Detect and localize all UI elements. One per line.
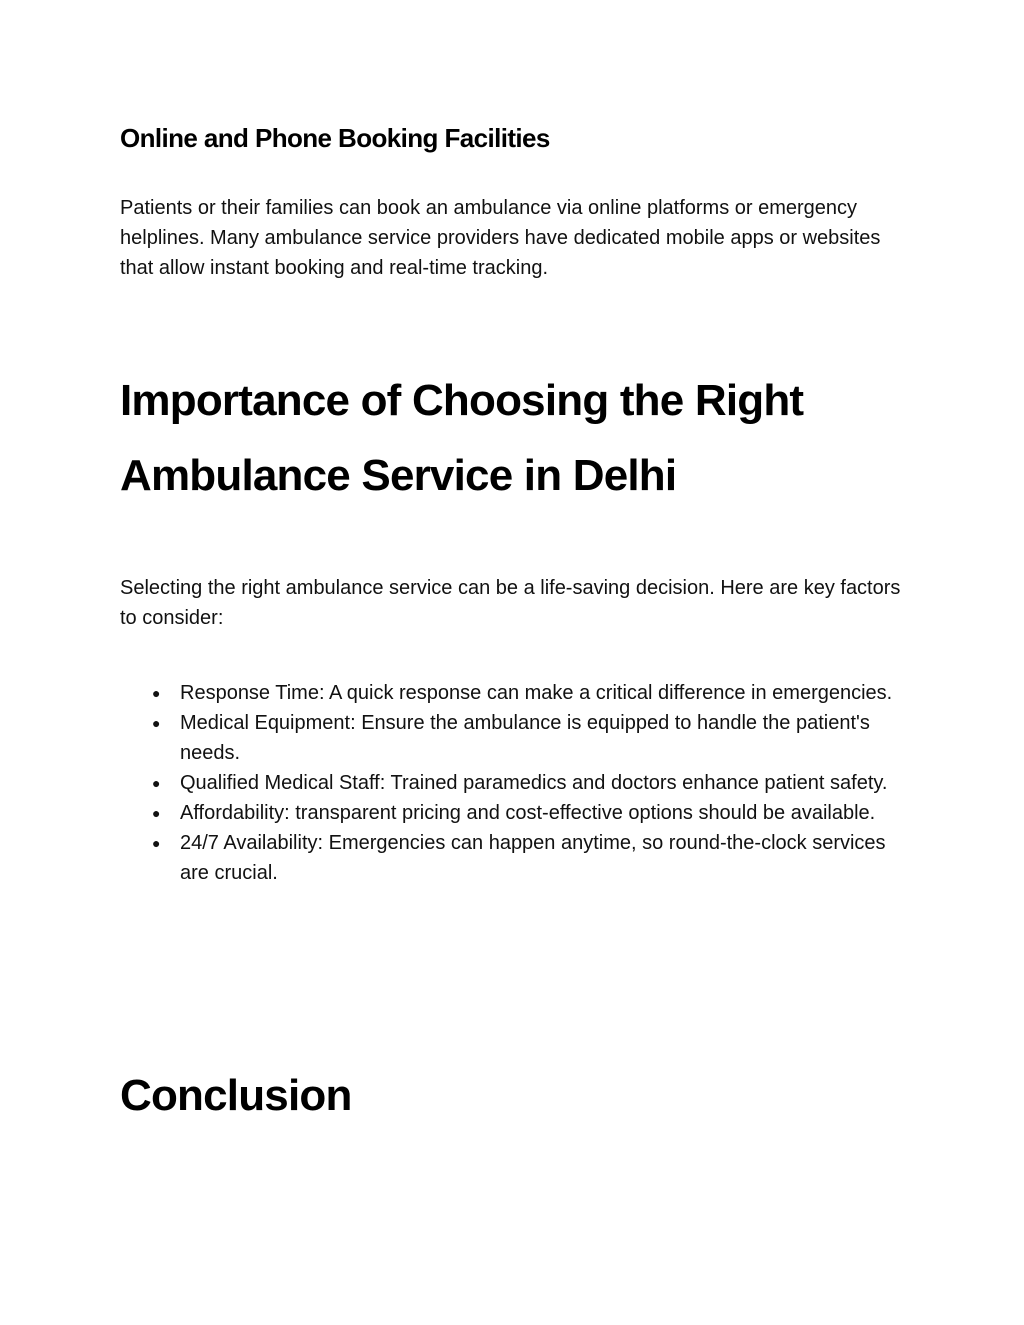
importance-heading [120,363,803,513]
importance-intro: Selecting the right ambulance service can be a life-saving decision. Here are key factors to consider: [120,577,901,629]
conclusion-heading: Conclusion [120,1071,352,1120]
list-item-text: Affordability: transparent pricing and cost-effective options should be available. [180,802,876,824]
list-item [150,798,910,828]
list-item-text: Qualified Medical Staff: Trained paramedics and doctors enhance patient safety. [180,772,888,794]
factors-list [150,678,910,888]
bullet-icon: ● [152,685,161,701]
bullet-icon: ● [152,805,161,821]
bullet-icon: ● [152,775,161,791]
list-item [150,678,910,708]
bullet-icon: ● [152,835,161,851]
importance-heading-line1: Importance of Choosing the Right [120,376,804,425]
list-item-text: Medical Equipment: Ensure the ambulance is equipped to handle the patient's needs. [180,712,870,764]
list-item-text: Response Time: A quick response can make a critical difference in emergencies. [180,682,893,704]
booking-paragraph: Patients or their families can book an ambulance via online platforms or emergency helplines. Many ambulance service providers have dedicated mobile apps or websites that allow instant booking and real-time tracking. [120,197,881,279]
list-item [150,828,910,888]
list-item [150,708,910,768]
bullet-icon: ● [152,715,161,731]
importance-heading-line2: Ambulance Service in Delhi [120,451,677,500]
list-item-text: 24/7 Availability: Emergencies can happen anytime, so round-the-clock services are crucial. [180,832,886,884]
list-item [150,768,910,798]
booking-heading: Online and Phone Booking Facilities [120,123,550,153]
